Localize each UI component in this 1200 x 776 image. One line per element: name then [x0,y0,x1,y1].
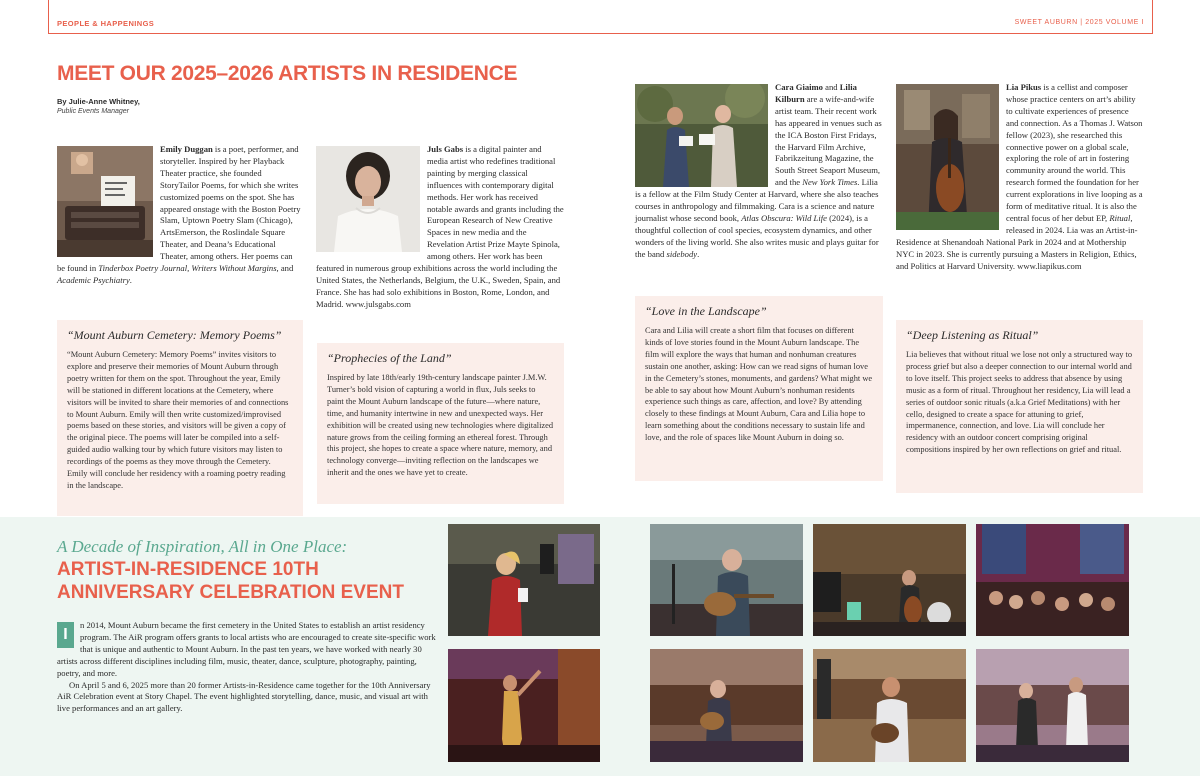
photo-emily-duggan [57,146,153,257]
bio-text: . Lilia is a fellow at the Film Study Center at Harvard, where she also teaches courses in anthropology and filmmaking. Cara is a science and nature journalist whose second book, [635,177,879,223]
photo-event-performer-guitar [650,649,803,762]
photo-event-duo-speakers [976,649,1129,762]
bio-text: is a cellist and composer whose practice centers on art’s ability to cultivate experiences of presence and connection. As a Thomas J. Watson fellow (2023), she researched this connective power on a global scale, exploring the role of art in fostering community around the world. This research formed the foundation for her current explorations in live looping as a form of meditative ritual. It is also the central focus of her debut EP, [1006,82,1143,223]
photo-juls-gabs [316,146,420,252]
bio-text: . [129,274,132,285]
photo-cara-and-lilia [635,84,768,187]
publication: Tinderbox Poetry Journal, Writers Without Margins [98,263,277,274]
photo-event-dancer [448,649,600,762]
photo-event-guitarist [650,524,803,636]
anniversary-paragraph: On April 5 and 6, 2025 more than 20 former Artists-in-Residence came together for the 10th Anniversary AiR Celebration event at Story Chapel. The event highlighted storytelling, dance, music, and visual art with live performances and an art gallery. [57,679,431,714]
photo-event-speaker-woman [448,524,600,636]
callout-title: “Deep Listening as Ritual” [906,328,1039,342]
callout-title: “Prophecies of the Land” [327,351,452,365]
bio-text: is a poet, performer, and storyteller. Inspired by her Playback Theater practice, she founded StoryTailor Poems, for which she writes customized poems on the spot. She has appeared onstage with the Boston Poetry Slam, Uptown Poetry Slam (Chicago), ArtsEmerson, the Roslindale Square Theater, and Deana’s Educational Theater, among others. Her poems can be found in [57,144,301,274]
byline-role: Public Events Manager [57,108,129,115]
anniversary-kicker: A Decade of Inspiration, All in One Place: [57,537,348,556]
header-frame [48,0,1153,34]
bio-text: and [822,82,840,92]
section-label: PEOPLE & HAPPENINGS [57,19,155,28]
name-lia: Lia Pikus [1006,82,1042,92]
publication: Academic Psychiatry [57,274,130,285]
bio-cara-lilia [635,82,885,261]
callout-text: Lia believes that without ritual we lose not only a structured way to process grief but also a deeper connection to our internal world and to love itself. This project seeks to address that absence by using music as a form of ritual. Throughout her residency, Lia will lead a series of outdoor sonic rituals (a.k.a Grief Meditations) with her cello, designed to create a space for attuning to grief, impermanence, connection, and love. Lia will conclude her residency with an outdoor concert comprising original compositions inspired by her own reflections on grief and ritual. [906,350,1133,455]
callout-text: Cara and Lilia will create a short film that focuses on different kinds of love stories found in the Mount Auburn landscape. The film will explore the ways that human and nonhuman creatures sustain one another, asking: How can we read signs of human love in the Cemetery’s stones, monuments, and gardens? What might we be able to say about how Mount Auburn’s nonhuman residents experience such things as care, affection, and love? By attending closely to these findings at Mount Auburn, Cara and Lilia hope to learn something about the conditions necessary to sustain life and love, and the role of spaces like Mount Auburn in doing so. [645,326,873,443]
callout-text: “Mount Auburn Cemetery: Memory Poems” invites visitors to explore and preserve their memories of Mount Auburn through poetry written for them on the spot. Throughout the year, Emily will be stationed in different locations at the Cemetery, where visitors will be invited to share their memories of and connections to Mount Auburn. Emily will then write customized/improvised poems based on these stories, and visitors will be given a copy of the original piece. The poems will later be compiled into a self-guided audio walking tour by which future visitors may listen to recordings of the poems as they move through the Cemetery. Emily will conclude her residency with a roaming poetry reading in the landscape. [67,350,289,490]
name-juls: Juls Gabs [427,144,464,154]
bio-text: is a digital painter and media artist who redefines traditional painting by merging classical influences with contemporary digital methods. Her work has received notable awards and grants including the European Research of New Creative Spaces in new media and the Revelation Artist Prize Mayte Spinola, among others. Her work has been featured in numerous group exhibitions across the world including the United States, the Netherlands, Belgium, the U.K., Sweden, Spain, and France. She has had solo exhibitions in Boston, Rome, London, and Madrid. www.julsgabs.com [316,144,564,309]
anniversary-title: ARTIST-IN-RESIDENCE 10TH ANNIVERSARY CELEBRATION EVENT [57,559,404,603]
callout-text: Inspired by late 18th/early 19th-century landscape painter J.M.W. Turner’s bold vision of capturing a world in flux, Juls seeks to paint the Mount Auburn landscape of the future—where nature, time, and humanity intertwine in new and unexpected ways. Her exhibition will be created using new technologies where digitalized nature grows from the ceiling forming an ethereal forest. Through this project, she hopes to create a space where nature, memory, and technology converge—inviting reflection on the landscapes we inherit and the ones we have yet to create. [327,373,554,478]
photo-event-seated-guitarist [813,649,966,762]
paragraph-text: n 2014, Mount Auburn became the first cemetery in the United States to establish an artist residency program. The AiR program offers grants to local artists who are encouraged to create site-specific work that is unique and authentic to Mount Auburn. In the past ten years, we have worked with nearly 30 artists across different disciplines including film, music, theater, dance, sculpture, photography, painting, poetry, and more. [57,620,436,678]
callout-deep-listening [896,320,1143,493]
bio-text: are a wife-and-wife artist team. Their recent work has appeared in venues such as the ICA Boston First Fridays, the Harvard Film Archive, Fabrikzeitung Magazine, the South Street Seaport Museum, and the [775,93,882,188]
name-lilia: Lilia Kilburn [775,82,857,104]
callout-title: “Love in the Landscape” [645,304,767,318]
bio-emily [57,144,301,287]
callout-title: “Mount Auburn Cemetery: Memory Poems” [67,328,282,342]
article-title: MEET OUR 2025–2026 ARTISTS IN RESIDENCE [57,62,518,85]
callout-love-landscape [635,296,883,481]
anniversary-body [57,620,439,715]
folio: SWEET AUBURN | 2025 VOLUME I [1014,19,1144,26]
publication: Ritual [1109,212,1131,223]
bio-text: , released in 2024. Lia was an Artist-in-Residence at Shenandoah National Park in 2024 and at Mothership NYC in 2023. She is currently pursuing a Masters in Religion, Ethics, and Politics at Harvard University. www.liapikus.com [896,212,1138,271]
publication: New York Times [802,177,858,188]
bio-text: (2024), is a thoughtful collection of cool species, ecosystem dynamics, and other wonders of the living world. She also writes music and plays guitar for the band [635,212,879,259]
photo-event-audience [976,524,1129,636]
anniversary-paragraph [57,620,439,680]
bio-text: , and [276,263,294,274]
publication: Atlas Obscura: Wild Life [741,212,827,223]
byline: By Julie-Anne Whitney, [57,97,140,106]
bio-juls [316,144,564,311]
photo-event-cellist [813,524,966,636]
callout-memory-poems [57,320,303,516]
bio-lia [896,82,1143,273]
publication: sidebody [666,248,698,259]
name-emily: Emily Duggan [160,144,213,154]
bio-text: . [697,248,700,259]
dropcap: I [57,622,74,648]
name-cara: Cara Giaimo [775,82,823,92]
callout-prophecies [317,343,564,504]
photo-lia-pikus [896,84,999,230]
